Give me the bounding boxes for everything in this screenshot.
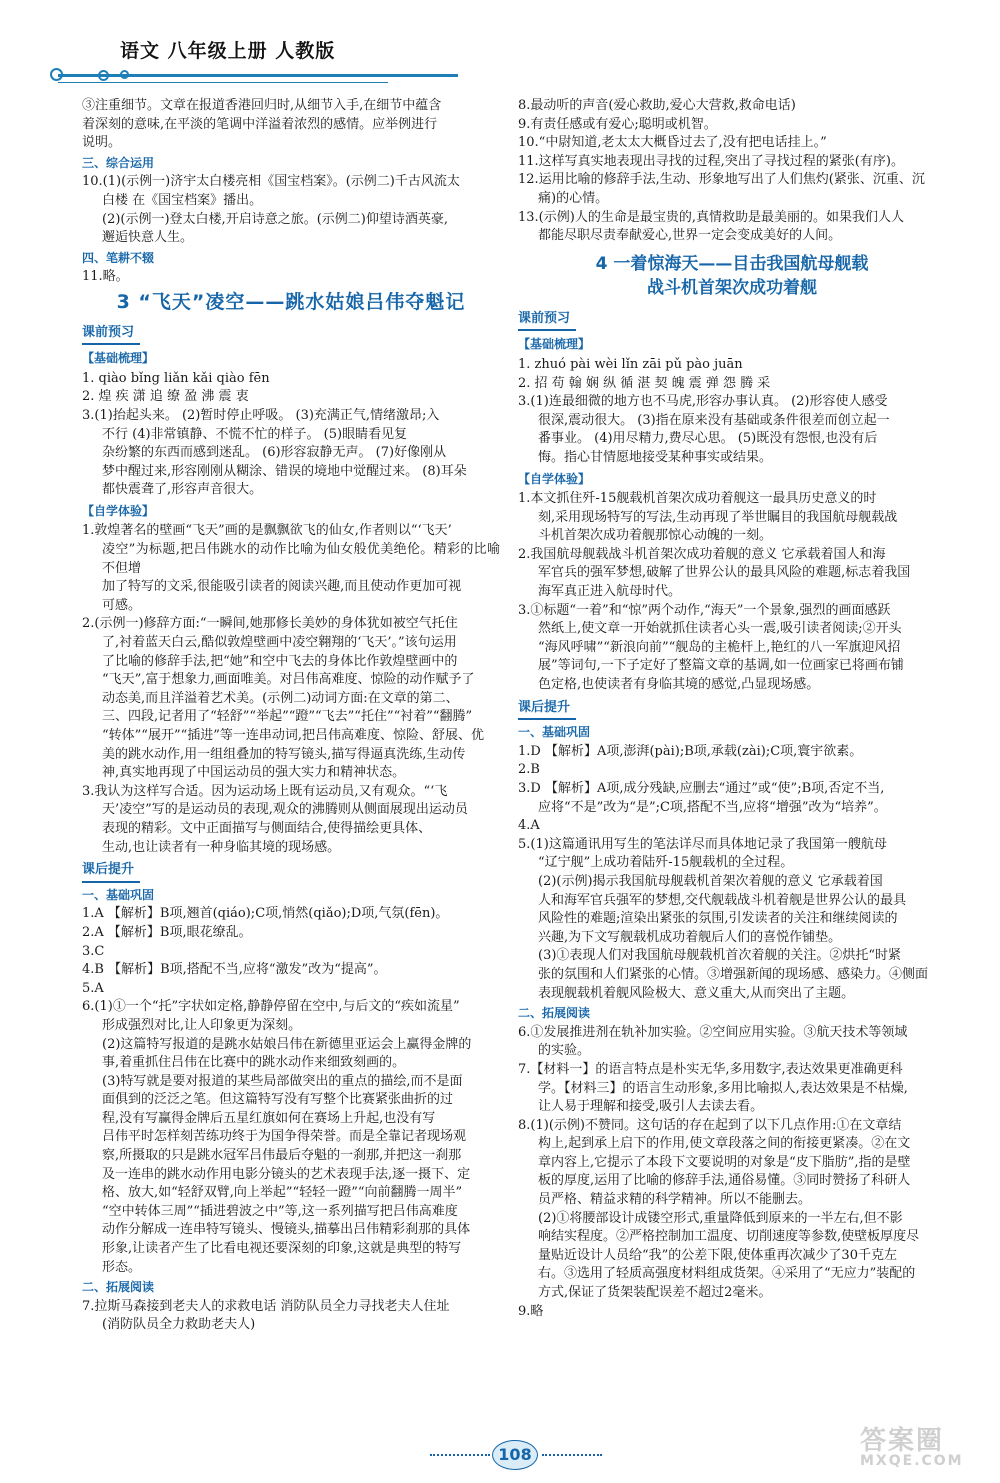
text-line: 2.(示例一)修辞方面:“一瞬间,她那修长美妙的身体犹如被空气托住: [82, 616, 458, 632]
text-line: 天’凌空”写的是运动员的表现,观众的沸腾则从侧面展现出运动员: [102, 802, 468, 818]
text-line: 5.(1)这篇通讯用写生的笔法详尽而具体地记录了我国第一艘航母: [518, 836, 887, 852]
page-number: 108: [492, 1440, 538, 1470]
text-line: 学。【材料三】的语言生动形象,多用比喻拟人,表达效果是不枯燥,: [538, 1080, 908, 1096]
lesson-title: 3 “飞天”凌空——跳水姑娘吕伟夺魁记: [116, 290, 466, 313]
text-line: 都能尽职尽责奉献爱心,世界一定会变成美好的人间。: [538, 228, 842, 244]
text-line: 察,所摄取的只是跳水冠军吕伟最后夺魁的一刹那,并把这一刹那: [102, 1148, 462, 1164]
text-line: 军官兵的强军梦想,破解了世界公认的最具风险的难题,标志着我国: [538, 565, 911, 581]
section-heading: 二、拓展阅读: [82, 1280, 155, 1295]
text-line: 2.B: [518, 762, 540, 778]
tab-heading: 课后提升: [82, 861, 140, 883]
text-line: 6.①发展推进剂在轨补加实验。②空间应用实验。③航天技术等领域: [518, 1024, 908, 1040]
text-line: 11.略。: [82, 269, 129, 285]
text-line: 板的厚度,运用了比喻的修辞手法,通俗易懂。③同时赞扬了科研人: [538, 1173, 911, 1189]
bracket-heading: 【自学体验】: [518, 471, 591, 486]
text-line: 风险性的难题;渲染出紧张的氛围,引发读者的关注和继续阅读的: [538, 911, 898, 927]
text-line: “海风呼啸”“新浪向前”“舰岛的主桅杆上,艳红的八一军旗迎风招: [538, 639, 901, 655]
text-line: 凌空”为标题,把吕伟跳水的动作比喻为仙女般优美绝伦。精彩的比喻不但增: [102, 542, 500, 576]
text-line: 1.A 【解析】B项,翘首(qiáo);C项,悄然(qiǎo);D项,气氛(fēn)。: [82, 906, 449, 922]
text-line: 可感。: [102, 597, 142, 613]
text-line: 邂逅快意人生。: [102, 230, 194, 246]
text-line: 然纸上,使文章一开始就抓住读者心头一震,吸引读者阅读;②开头: [538, 621, 902, 637]
text-line: 刻,采用现场特写的写法,生动再现了举世瞩目的我国航母舰载战: [538, 509, 898, 525]
text-line: 神,真实地再现了中国运动员的强大实力和精神状态。: [102, 765, 406, 781]
lesson-title-line: 战斗机首架次成功着舰: [647, 277, 817, 298]
text-line: 形态。: [102, 1259, 142, 1275]
text-line: 生动,也让读者有一种身临其境的现场感。: [102, 839, 341, 855]
text-line: 白楼 在《国宝档案》播出。: [102, 192, 263, 208]
right-column: [518, 97, 946, 1321]
text-line: 面俱到的泛泛之笔。但这篇特写没有写整个比赛紧张曲折的过: [102, 1092, 454, 1108]
text-line: 2.A 【解析】B项,眼花缭乱。: [82, 924, 252, 940]
text-line: 7.【材料一】的语言特点是朴实无华,多用数字,表达效果更准确更科: [518, 1061, 903, 1077]
watermark: [860, 1420, 990, 1480]
bracket-heading: 【基础梳理】: [518, 337, 591, 352]
text-line: 1.本文抓住歼-15舰载机首架次成功着舰这一最具历史意义的时: [518, 491, 877, 507]
text-line: 量贴近设计人员给“我”的公差下限,使体重再次减少了30千克左: [538, 1247, 897, 1263]
text-line: 6.(1)①一个“托”字状如定格,静静停留在空中,与后文的“疾如流星”: [82, 999, 460, 1015]
text-line: 5.A: [82, 980, 104, 996]
text-line: 应将“不是”改为“是”;C项,搭配不当,应将“增强”改为“培养”。: [538, 799, 887, 815]
text-line: (消防队员全力救助老夫人): [102, 1317, 256, 1333]
header-rule-thin: [58, 82, 388, 83]
text-line: 杂纷繁的东西而感到迷乱。 (6)形容寂静无声。 (7)好像刚从: [102, 445, 447, 461]
text-line: 3.(1)连最细微的地方也不马虎,形容办事认真。 (2)形容使人感受: [518, 394, 888, 410]
text-line: (2)这篇特写报道的是跳水姑娘吕伟在新德里亚运会上赢得金牌的: [102, 1036, 472, 1052]
text-line: 表现舰载机着舰风险极大、意义重大,从而突出了主题。: [538, 985, 855, 1001]
section-heading: 一、基础巩固: [518, 725, 591, 740]
text-line: 三、四段,记者用了“轻舒”“举起”“蹬”“飞去”“托住”“衬着”“翻腾”: [102, 709, 473, 725]
text-line: (3)特写就是要对报道的某些局部做突出的重点的描绘,而不是面: [102, 1073, 463, 1089]
text-line: “转体”“展开”“插进”等一连串动词,把吕伟高难度、惊险、舒展、优: [102, 728, 485, 743]
text-line: 7.拉斯马森接到老夫人的求救电话 消防队员全力寻找老夫人住址: [82, 1298, 450, 1314]
text-line: 海军真正进入航母时代。: [538, 584, 682, 600]
text-line: 2.我国航母舰载战斗机首架次成功着舰的意义 它承载着国人和海: [518, 546, 886, 562]
section-heading: 二、拓展阅读: [518, 1006, 591, 1021]
page-footer: [430, 1440, 610, 1470]
tab-heading: 课前预习: [82, 324, 140, 346]
section-heading: 一、基础巩固: [82, 887, 155, 902]
text-line: 番事业。 (4)用尽精力,费尽心思。 (5)既没有怨恨,也没有后: [538, 431, 878, 447]
text-line: (2)(示例一)登太白楼,开启诗意之旅。(示例二)仰望诗酒英豪,: [102, 211, 448, 227]
text-line: 色定格,也使读者有身临其境的感觉,凸显现场感。: [538, 677, 820, 693]
text-line: 事,着重抓住吕伟在比赛中的跳水动作来细致刻画的。: [102, 1055, 406, 1071]
lesson-title: [518, 252, 946, 300]
text-line: 斗机首架次成功着舰那惊心动魄的一刻。: [538, 528, 773, 544]
text-line: 吕伟平时怎样刻苦练功终于为国争得荣誉。而是全靠记者现场观: [102, 1129, 467, 1145]
text-line: 3.(1)抬起头来。 (2)暂时停止呼吸。 (3)充满正气,情绪激昂;入: [82, 407, 440, 423]
watermark-url: MXQE.COM: [860, 1453, 964, 1469]
text-line: 12.运用比喻的修辞手法,生动、形象地写出了人们焦灼(紧张、沉重、沉: [518, 172, 925, 188]
text-line: 1. zhuó pài wèi lǐn zāi pǔ pào juān: [518, 356, 743, 372]
text-line: 13.(示例)人的生命是最宝贵的,真情救助是最美丽的。如果我们人人: [518, 209, 904, 225]
left-column: [82, 97, 500, 1335]
text-line: 10.(1)(示例一)济宇太白楼亮相《国宝档案》。(示例二)千古风流太: [82, 174, 460, 190]
text-line: 构上,起到承上启下的作用,使文章段落之间的衔接更紧凑。②在文: [538, 1136, 911, 1152]
footer-dots: [542, 1454, 602, 1456]
header-title: 语文 八年级上册 人教版: [120, 40, 336, 62]
text-line: 加了特写的文采,很能吸引读者的阅读兴趣,而且使动作更加可视: [102, 579, 462, 595]
text-line: (3)①表现人们对我国航母舰载机首次着舰的关注。②烘托“时紧: [538, 948, 902, 964]
text-line: 人和海军官兵强军的梦想,交代舰载战斗机着舰是世界公认的最具: [538, 892, 907, 908]
text-line: (2)(示例)揭示我国航母舰载机首架次着舰的意义 它承载着国: [538, 873, 883, 889]
section-heading: 三、综合运用: [82, 155, 155, 170]
text-line: 3.①标题“一着”和“惊”两个动作,“海天”一个景象,强烈的画面感跃: [518, 602, 891, 618]
text-line: 11.这样写真实地表现出寻找的过程,突出了寻找过程的紧张(有序)。: [518, 153, 904, 169]
text-line: 很深,震动很大。 (3)指在原来没有基础或条件很差而创立起一: [538, 412, 890, 428]
text-line: 让人易于理解和接受,吸引人去读去看。: [538, 1099, 764, 1115]
text-line: “空中转体三周”“插进碧波之中”等,这一系列描写把吕伟高难度: [102, 1203, 458, 1219]
text-line: 动态美,而且洋溢着艺术美。(示例二)动词方面:在文章的第二、: [102, 690, 459, 706]
text-line: 8.最动听的声音(爱心救助,爱心大营救,救命电话): [518, 98, 796, 113]
watermark-logo: 答案圈: [860, 1426, 945, 1456]
section-heading: 四、笔耕不辍: [82, 250, 155, 265]
text-line: “飞天”,富于想象力,画面唯美。对吕伟高难度、惊险的动作赋予了: [102, 672, 475, 688]
text-line: 3.C: [82, 943, 105, 959]
text-line: 1.敦煌著名的壁画“飞天”画的是飘飘欲飞的仙女,作者则以“‘飞天’: [82, 523, 452, 539]
text-line: 格、放大,如“轻舒双臂,向上举起”“轻轻一蹬”“向前翻腾一周半”: [102, 1185, 463, 1201]
text-line: 美的跳水动作,用一组组叠加的特写镜头,描写得逼真洗练,生动传: [102, 746, 466, 762]
text-line: 不行 (4)非常镇静、不慌不忙的样子。 (5)眼睛看见复: [102, 426, 408, 442]
text-line: 说明。: [82, 135, 122, 151]
text-line: 兴趣,为下文写舰载机成功着舰后人们的喜悦作铺垫。: [538, 929, 842, 945]
page-header: [50, 30, 470, 100]
text-line: 梦中醒过来,形容刚刚从糊涂、错误的境地中觉醒过来。 (8)耳朵: [102, 463, 467, 479]
text-line: 方式,保证了货架装配误差不超过2毫米。: [538, 1285, 772, 1301]
footer-dots: [430, 1454, 490, 1456]
text-line: 章内容上,它提示了本段下文要说明的对象是“皮下脂肪”,指的是壁: [538, 1154, 911, 1170]
text-line: 4.B 【解析】B项,搭配不当,应将“激发”改为“提高”。: [82, 962, 387, 978]
text-line: 10.“中尉知道,老太太大概昏过去了,没有把电话挂上。”: [518, 135, 827, 151]
text-line: 1.D 【解析】A项,澎湃(pài);B项,承载(zài);C项,寰宇欲素。: [518, 743, 863, 759]
text-line: 及一连串的跳水动作用电影分镜头的艺术表现手法,逐一摄下、定: [102, 1166, 471, 1182]
text-line: 9.略: [518, 1303, 544, 1319]
bracket-heading: 【自学体验】: [82, 503, 155, 518]
text-line: 展”等词句,一下子定好了整篇文章的基调,如一位画家已将画布铺: [538, 658, 904, 674]
text-line: “辽宁舰”上成功着陆歼-15舰载机的全过程。: [538, 855, 794, 871]
text-line: 2. 煌 疾 潇 追 缭 盈 沸 震 衷: [82, 389, 249, 405]
text-line: 形成强烈对比,让人印象更为深刻。: [102, 1017, 302, 1033]
text-line: 程,没有写赢得金牌后五星红旗如何在赛场上升起,也没有写: [102, 1110, 436, 1126]
text-line: 了比喻的修辞手法,把“她”和空中飞去的身体比作敦煌壁画中的: [102, 653, 458, 669]
text-line: 痛)的心情。: [538, 190, 609, 206]
text-line: (2)①将腰部设计成镂空形式,重量降低到原来的一半左右,但不影: [538, 1210, 903, 1226]
text-line: 悔。指心甘情愿地接受某种事实或结果。: [538, 449, 773, 465]
text-line: 右。③选用了轻质高强度材料组成货架。④采用了“无应力”装配的: [538, 1266, 916, 1282]
text-line: 2. 招 苟 翰 娴 纵 循 湛 契 魄 震 弹 怨 腾 采: [518, 375, 771, 391]
bracket-heading: 【基础梳理】: [82, 351, 155, 366]
text-line: 动作分解成一连串特写镜头、慢镜头,描摹出吕伟精彩刹那的具体: [102, 1222, 471, 1238]
header-rule: [58, 74, 458, 77]
text-line: 表现的精彩。文中正面描写与侧面结合,使得描绘更具体、: [102, 820, 432, 836]
text-line: 员严格、精益求精的科学精神。所以不能删去。: [538, 1192, 812, 1208]
text-line: 着深刻的意味,在平淡的笔调中洋溢着浓烈的感情。应举例进行: [82, 116, 438, 132]
text-line: 了,衬着蓝天白云,酷似敦煌壁画中凌空翱翔的‘飞天’。”该句运用: [102, 635, 457, 651]
text-line: 响结实程度。②严格控制加工温度、切削速度等参数,使壁板厚度尽: [538, 1229, 920, 1245]
text-line: 4.A: [518, 818, 540, 834]
text-line: 3.我认为这样写合适。因为运动场上既有运动员,又有观众。“‘飞: [82, 783, 448, 799]
tab-heading: 课后提升: [518, 699, 576, 721]
text-line: 形象,让读者产生了比看电视还要深刻的印象,这就是典型的特写: [102, 1241, 462, 1257]
text-line: 1. qiào bǐng liǎn kǎi qiào fēn: [82, 370, 270, 386]
text-line: 8.(1)(示例)不赞同。这句话的存在起到了以下几点作用:①在文章结: [518, 1117, 902, 1133]
text-line: 张的氛围和人们紧张的心情。③增强新闻的现场感、感染力。④侧面: [538, 966, 929, 982]
text-line: ③注重细节。文章在报道香港回归时,从细节入手,在细节中蕴含: [82, 98, 442, 113]
tab-heading: 课前预习: [518, 310, 576, 332]
text-line: 的实验。: [538, 1043, 591, 1059]
text-line: 9.有责任感或有爱心;聪明或机智。: [518, 116, 717, 132]
text-line: 都快震聋了,形容声音很大。: [102, 482, 263, 498]
text-line: 3.D 【解析】A项,成分残缺,应删去“通过”或“使”;B项,否定不当,: [518, 781, 885, 796]
lesson-title-line: 4 一着惊海天——目击我国航母舰载: [595, 253, 869, 274]
